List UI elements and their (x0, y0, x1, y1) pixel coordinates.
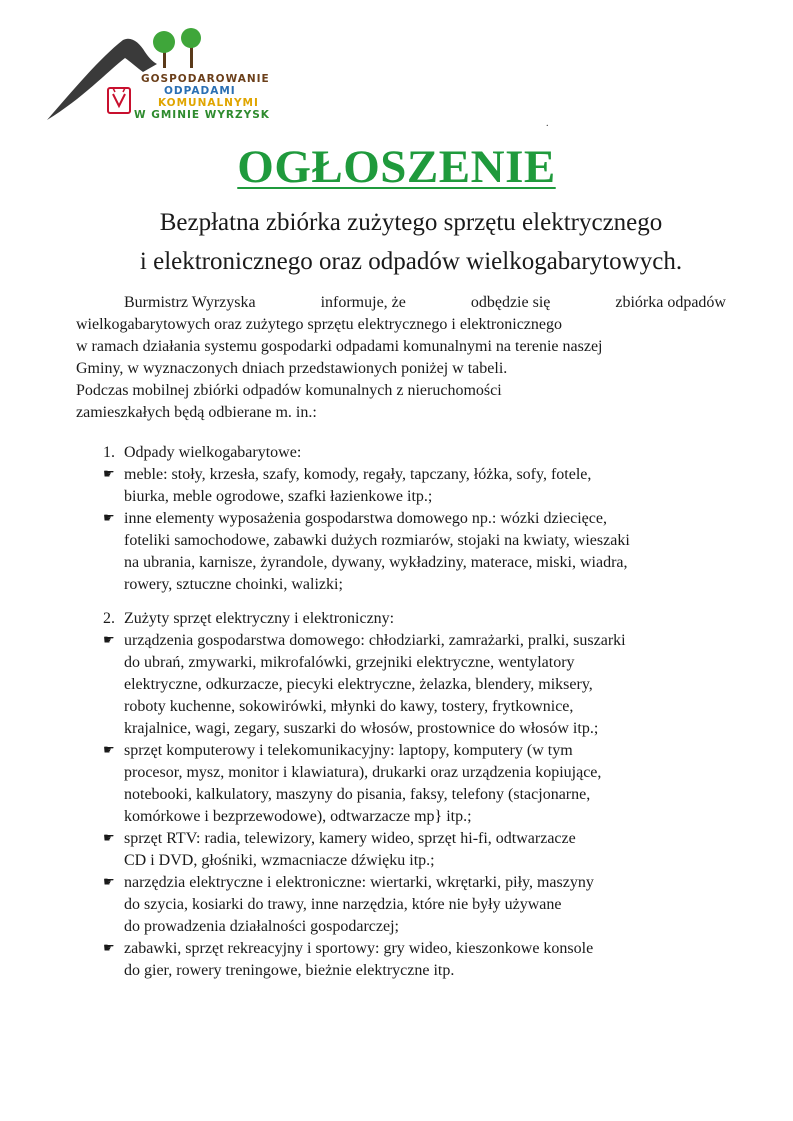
intro-line: wielkogabarytowych oraz zużytego sprzętu elektrycznego i elektronicznego (76, 316, 563, 333)
municipality-logo (45, 28, 300, 128)
list-item (103, 464, 743, 508)
section-heading (103, 442, 743, 464)
list-item (103, 828, 743, 872)
logo-line-4: W GMINIE WYRZYSK (134, 109, 270, 121)
pointing-hand-icon: ☛ (103, 633, 115, 648)
list-item-line: narzędzia elektryczne i elektroniczne: wiertarki, wkrętarki, piły, maszyny (124, 874, 594, 891)
list-item-line: foteliki samochodowe, zabawki dużych rozmiarów, stojaki na kwiaty, wieszaki (124, 532, 630, 549)
pointing-hand-icon: ☛ (103, 511, 115, 526)
pointing-hand-icon: ☛ (103, 875, 115, 890)
logo-line-3: KOMUNALNYMI (158, 97, 259, 109)
section-electronic-waste (103, 608, 743, 982)
logo-line-1: GOSPODAROWANIE (141, 73, 270, 85)
section-heading-text: Odpady wielkogabarytowe: (124, 444, 302, 461)
list-item-line: biurka, meble ogrodowe, szafki łazienkowe itp.; (124, 488, 433, 505)
logo-line-2: ODPADAMI (164, 85, 236, 97)
intro-word: Burmistrz Wyrzyska (124, 294, 256, 311)
intro-line: Podczas mobilnej zbiórki odpadów komunalnych z nieruchomości (76, 382, 502, 399)
subtitle-line: i elektronicznego oraz odpadów wielkogabarytowych. (139, 248, 683, 275)
intro-paragraph (76, 292, 726, 424)
section-list (103, 464, 743, 596)
list-item-line: notebooki, kalkulatory, maszyny do pisania, faksy, telefony (stacjonarne, (124, 786, 591, 803)
list-item-line: urządzenia gospodarstwa domowego: chłodziarki, zamrażarki, pralki, suszarki (124, 632, 626, 649)
intro-word: odbędzie się (470, 294, 551, 311)
list-item-line: do ubrań, zmywarki, mikrofalówki, grzejniki elektryczne, wentylatory (124, 654, 575, 671)
intro-word: zbiórka odpadów (615, 294, 726, 311)
list-item-line: CD i DVD, głośniki, wzmacniacze dźwięku itp.; (124, 852, 435, 869)
list-item-line: elektryczne, odkurzacze, piecyki elektryczne, żelazka, blendery, miksery, (124, 676, 593, 693)
list-item-line: sprzęt komputerowy i telekomunikacyjny: laptopy, komputery (w tym (124, 742, 573, 759)
list-item-line: komórkowe i bezprzewodowe), odtwarzacze mp} itp.; (124, 808, 472, 825)
list-item-line: sprzęt RTV: radia, telewizory, kamery wideo, sprzęt hi-fi, odtwarzacze (124, 830, 576, 847)
list-item-line: na ubrania, karnisze, żyrandole, dywany, wykładziny, materace, miski, wiadra, (124, 554, 628, 571)
announcement-subtitle (0, 203, 793, 281)
section-heading-text: Zużyty sprzęt elektryczny i elektroniczny: (124, 610, 395, 627)
pointing-hand-icon: ☛ (103, 831, 115, 846)
list-item-line: rowery, sztuczne choinki, walizki; (124, 576, 343, 593)
list-item-line: do gier, rowery treningowe, bieżnie elektryczne itp. (124, 962, 455, 979)
list-item-line: do szycia, kosiarki do trawy, inne narzędzia, które nie były używane (124, 896, 562, 913)
list-item (103, 508, 743, 596)
pointing-hand-icon: ☛ (103, 743, 115, 758)
pointing-hand-icon: ☛ (103, 467, 115, 482)
intro-word: informuje, że (320, 294, 406, 311)
pointing-hand-icon: ☛ (103, 941, 115, 956)
intro-first-line (76, 292, 726, 314)
list-item (103, 630, 743, 740)
intro-line: Gminy, w wyznaczonych dniach przedstawionych poniżej w tabeli. (76, 360, 508, 377)
stray-dot: . (546, 118, 549, 129)
announcement-title: OGŁOSZENIE (237, 141, 556, 193)
list-item-line: meble: stoły, krzesła, szafy, komody, regały, tapczany, łóżka, sofy, fotele, (124, 466, 592, 483)
intro-line: zamieszkałych będą odbierane m. in.: (76, 404, 317, 421)
section-number: 1. (103, 444, 115, 461)
section-list (103, 630, 743, 982)
list-item (103, 872, 743, 938)
list-item-line: inne elementy wyposażenia gospodarstwa domowego np.: wózki dziecięce, (124, 510, 607, 527)
subtitle-line: Bezpłatna zbiórka zużytego sprzętu elektrycznego (159, 209, 663, 236)
list-item-line: procesor, mysz, monitor i klawiatura), drukarki oraz urządzenia kopiujące, (124, 764, 602, 781)
list-item-line: krajalnice, wagi, zegary, suszarki do włosów, prostownice do włosów itp.; (124, 720, 599, 737)
list-item-line: do prowadzenia działalności gospodarczej; (124, 918, 399, 935)
section-bulky-waste (103, 442, 743, 596)
list-item (103, 740, 743, 828)
list-item (103, 938, 743, 982)
section-heading (103, 608, 743, 630)
section-number: 2. (103, 610, 115, 627)
list-item-line: roboty kuchenne, sokowirówki, młynki do kawy, tostery, frytkownice, (124, 698, 574, 715)
list-item-line: zabawki, sprzęt rekreacyjny i sportowy: gry wideo, kieszonkowe konsole (124, 940, 594, 957)
intro-line: w ramach działania systemu gospodarki odpadami komunalnymi na terenie naszej (76, 338, 603, 355)
